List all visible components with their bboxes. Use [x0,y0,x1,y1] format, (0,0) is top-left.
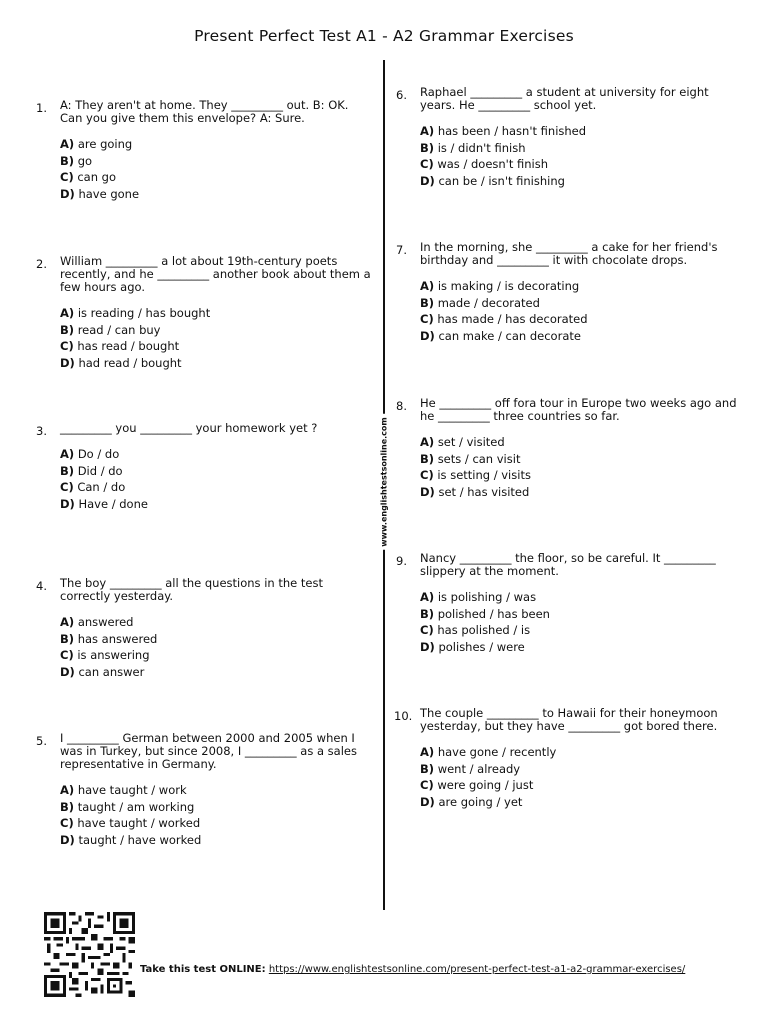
option-letter: B) [420,140,435,155]
question-6 [396,85,738,189]
question-1 [36,98,372,202]
option-b[interactable] [60,153,372,170]
option-letter: C) [60,816,74,830]
option-text: can go [77,170,117,184]
question-10 [394,706,738,810]
question-number: 3. [36,424,47,438]
option-c[interactable] [420,467,738,484]
option-letter: B) [420,451,435,466]
option-letter: D) [420,639,435,654]
option-d[interactable] [60,186,372,203]
question-number: 8. [396,399,407,413]
option-b[interactable] [420,140,738,157]
option-text: Do / do [77,447,120,461]
option-c[interactable] [60,169,372,186]
question-2 [36,254,372,371]
option-letter: B) [60,322,75,337]
option-text: is reading / has bought [77,306,211,320]
option-a[interactable] [420,278,738,295]
option-a[interactable] [60,136,372,153]
option-b[interactable] [60,463,372,480]
option-text: is / didn't finish [437,140,526,155]
option-letter: C) [420,468,434,482]
question-number: 4. [36,579,47,593]
option-letter: B) [60,153,75,168]
option-letter: C) [420,623,434,637]
option-text: has read / bought [77,339,180,353]
option-letter: B) [60,463,75,478]
option-a[interactable] [420,589,738,606]
option-a[interactable] [60,446,372,463]
option-text: set / visited [437,435,505,449]
question-stem: He _________ off fora tour in Europe two weeks ago and he _________ three countries so far. [420,396,737,423]
option-letter: D) [60,496,75,511]
question-number: 6. [396,88,407,102]
option-text: Have / done [78,496,148,511]
option-letter: D) [60,664,75,679]
question-number: 5. [36,734,47,748]
option-text: taught / am working [77,799,195,814]
option-c[interactable] [420,777,738,794]
option-text: has answered [77,631,158,646]
option-a[interactable] [420,744,738,761]
option-d[interactable] [420,328,738,345]
option-letter: C) [60,480,74,494]
option-d[interactable] [420,794,738,811]
side-website-text: www.englishtestsonline.com [379,414,390,550]
option-text: went / already [437,761,521,776]
option-letter: A) [420,745,435,759]
option-text: has polished / is [437,623,531,637]
option-text: go [77,153,93,168]
option-text: polishes / were [438,639,525,654]
option-b[interactable] [420,761,738,778]
question-7 [396,240,738,344]
option-text: made / decorated [437,295,540,310]
option-a[interactable] [60,782,372,799]
option-text: is setting / visits [437,468,531,482]
question-number: 10. [394,709,413,723]
option-letter: B) [60,799,75,814]
question-stem: Raphael _________ a student at university for eight years. He _________ school yet. [420,85,709,112]
option-letter: A) [60,615,75,629]
option-d[interactable] [420,173,738,190]
option-d[interactable] [60,832,372,849]
option-letter: A) [60,447,75,461]
option-letter: C) [420,778,434,792]
option-text: sets / can visit [437,451,521,466]
option-c[interactable] [420,156,738,173]
option-letter: D) [60,186,75,201]
option-text: have taught / worked [77,816,201,830]
option-text: are going / yet [438,794,523,809]
option-text: has been / hasn't finished [437,124,587,138]
option-c[interactable] [60,338,372,355]
question-5 [36,731,372,848]
option-d[interactable] [420,484,738,501]
option-text: were going / just [437,778,534,792]
option-letter: D) [420,484,435,499]
option-a[interactable] [60,305,372,322]
option-b[interactable] [60,799,372,816]
question-stem: The couple _________ to Hawaii for their honeymoon yesterday, but they have _________ got bored there. [420,706,718,733]
option-letter: B) [420,606,435,621]
option-c[interactable] [60,647,372,664]
option-text: has made / has decorated [437,312,588,326]
option-letter: B) [60,631,75,646]
option-text: can make / can decorate [438,328,581,343]
option-letter: D) [420,328,435,343]
option-letter: A) [60,137,75,151]
option-text: can be / isn't finishing [438,173,565,188]
question-9 [396,551,738,655]
option-letter: C) [60,648,74,662]
option-c[interactable] [420,622,738,639]
option-text: can answer [78,664,145,679]
option-letter: B) [420,295,435,310]
option-a[interactable] [60,614,372,631]
footer [140,964,740,976]
option-text: have gone / recently [437,745,557,759]
question-stem: I _________ German between 2000 and 2005 when I was in Turkey, but since 2008, I _________ as a sales representative in Germany. [60,731,357,771]
question-stem: Nancy _________ the floor, so be careful. It _________ slippery at the moment. [420,551,716,578]
option-text: polished / has been [437,606,550,621]
option-text: had read / bought [78,355,182,370]
option-letter: C) [420,312,434,326]
test-online-link[interactable]: https://www.englishtestsonline.com/present-perfect-test-a1-a2-grammar-exercises/ [268,964,686,975]
option-text: have gone [78,186,140,201]
question-stem: The boy _________ all the questions in the test correctly yesterday. [60,576,323,603]
option-b[interactable] [420,606,738,623]
option-text: Can / do [77,480,126,494]
option-letter: D) [60,355,75,370]
option-letter: A) [420,590,435,604]
option-text: read / can buy [77,322,161,337]
option-letter: A) [60,783,75,797]
option-d[interactable] [420,639,738,656]
option-b[interactable] [420,295,738,312]
option-text: is answering [77,648,150,662]
option-c[interactable] [420,311,738,328]
option-c[interactable] [60,479,372,496]
footer-label: Take this test ONLINE: [140,964,266,975]
option-letter: C) [420,157,434,171]
page-title: Present Perfect Test A1 - A2 Grammar Exercises [194,27,574,45]
option-text: answered [77,615,134,629]
question-stem: In the morning, she _________ a cake for her friend's birthday and _________ it with chocolate drops. [420,240,718,267]
question-number: 1. [36,101,47,115]
option-letter: A) [60,306,75,320]
option-d[interactable] [60,496,372,513]
question-number: 9. [396,554,407,568]
option-text: Did / do [77,463,123,478]
option-letter: A) [420,279,435,293]
option-letter: B) [420,761,435,776]
option-text: taught / have worked [78,832,202,847]
option-text: are going [77,137,133,151]
option-d[interactable] [60,355,372,372]
question-number: 2. [36,257,47,271]
option-text: is polishing / was [437,590,537,604]
option-letter: C) [60,339,74,353]
question-3 [36,421,372,512]
question-8 [396,396,738,500]
question-stem: William _________ a lot about 19th-century poets recently, and he _________ another book about them a few hours ago. [60,254,371,294]
question-number: 7. [396,243,407,257]
option-b[interactable] [60,631,372,648]
question-stem: A: They aren't at home. They _________ out. B: OK. Can you give them this envelope? A: Sure. [60,98,349,125]
qr-code-icon[interactable] [44,912,135,997]
question-4 [36,576,372,680]
option-b[interactable] [420,451,738,468]
option-letter: D) [420,794,435,809]
option-text: was / doesn't finish [437,157,549,171]
option-text: have taught / work [77,783,187,797]
option-text: is making / is decorating [437,279,580,293]
option-c[interactable] [60,815,372,832]
option-d[interactable] [60,664,372,681]
option-letter: D) [420,173,435,188]
option-a[interactable] [420,434,738,451]
question-stem: _________ you _________ your homework yet ? [60,421,318,435]
option-letter: D) [60,832,75,847]
option-letter: C) [60,170,74,184]
option-letter: A) [420,124,435,138]
option-a[interactable] [420,123,738,140]
option-letter: A) [420,435,435,449]
option-text: set / has visited [438,484,530,499]
option-b[interactable] [60,322,372,339]
